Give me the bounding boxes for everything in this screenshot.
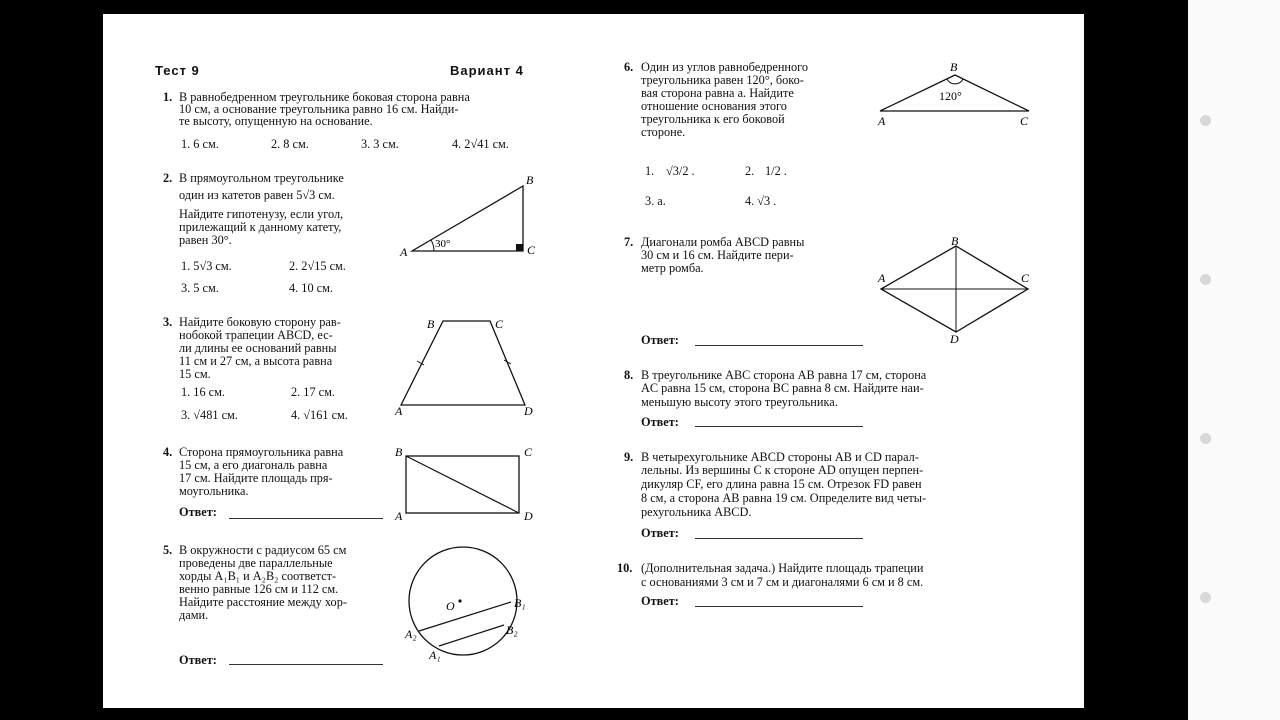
problem-text: 10 см, а основание треугольника равно 16 см. Найди- [179,102,459,116]
problem-text: стороне. [641,125,686,139]
page-dot[interactable] [1200,592,1211,603]
problem-text: равен 30°. [179,233,232,247]
answer-option: 1/2 . [765,164,787,178]
vertex-label: B [427,317,435,331]
problem-text: ли длины ее оснований равны [179,341,337,355]
vertex-label: D [524,404,533,418]
vertex-label: A [400,245,408,259]
vertex-label: C [495,317,504,331]
problem-text: Диагонали ромба ABCD равны [641,235,805,249]
problem-number: 3. [163,315,173,329]
problem-text: нобокой трапеции ABCD, ес- [179,328,333,342]
vertex-label: A₂ [405,627,417,641]
problem-text: 15 см. [179,367,211,381]
answer-option: 1. 5√3 см. [181,259,232,273]
page-dot[interactable] [1200,115,1211,126]
problem-text: AC равна 15 см, сторона BC равна 8 см. Найдите наи- [641,381,924,395]
answer-option: 4. 10 см. [289,281,333,295]
problem-text: проведены две параллельные [179,556,333,570]
problem-text: В равнобедренном треугольнике боковая сторона равна [179,90,470,104]
answer-field[interactable] [229,664,383,665]
answer-label: Ответ: [641,526,679,540]
variant-title: Вариант 4 [450,63,524,78]
circle-chords-figure [400,545,545,670]
problem-text: 11 см и 27 см, а высота равна [179,354,333,368]
problem-text: те высоту, опущенную на основание. [179,114,373,128]
vertex-label: D [950,332,959,346]
problem-text: Найдите гипотенузу, если угол, [179,207,344,221]
answer-option-number: 2. [745,164,755,178]
problem-text: Сторона прямоугольника равна [179,445,344,459]
vertex-label: C [524,445,533,459]
problem-text: моугольника. [179,484,249,498]
problem-text: В окружности с радиусом 65 см [179,543,347,557]
angle-label: 120° [939,89,962,103]
problem-text: 15 см, а его диагональ равна [179,458,328,472]
problem-text: дами. [179,608,209,622]
answer-option: 2. 8 см. [271,137,309,151]
problem-text: дикуляр CF, его длина равна 15 см. Отрезок FD равен [641,477,922,491]
answer-label: Ответ: [641,415,679,429]
problem-number: 4. [163,445,173,459]
problem-text: вая сторона равна a. Найдите [641,86,794,100]
problem-text: В треугольнике ABC сторона AB равна 17 см, сторона [641,368,927,382]
answer-option: 2. 2√15 см. [289,259,346,273]
problem-text: 8 см, а сторона AB равна 19 см. Определите вид четы- [641,491,927,505]
answer-field[interactable] [695,538,863,539]
answer-field[interactable] [229,518,383,519]
answer-option: 3. √481 см. [181,408,238,422]
problem-number: 9. [624,450,634,464]
page-indicator-bar [1188,0,1280,720]
vertex-label: A [395,404,403,418]
trapezoid-figure [393,315,543,420]
problem-number: 8. [624,368,634,382]
answer-option: 4. √3 . [745,194,777,208]
vertex-label: B [526,173,534,187]
vertex-label: B₂ [506,623,518,637]
problem-text: один из катетов равен 5√3 см. [179,188,335,202]
problem-text: треугольника к его боковой [641,112,785,126]
right-triangle-figure [398,172,543,262]
problem-text: (Дополнительная задача.) Найдите площадь трапеции [641,561,924,575]
problem-text: лельны. Из вершины C к стороне AD опущен перпен- [641,463,924,477]
answer-field[interactable] [695,345,863,346]
page-dot[interactable] [1200,433,1211,444]
answer-field[interactable] [695,606,863,607]
problem-text: В прямоугольном треугольнике [179,171,344,185]
problem-number: 1. [163,90,173,104]
vertex-label: A₁ [429,648,441,662]
vertex-label: A [878,114,886,128]
test-title: Тест 9 [155,63,200,78]
answer-option: 3. 5 см. [181,281,219,295]
vertex-label: B [395,445,403,459]
problem-text: Найдите боковую сторону рав- [179,315,341,329]
problem-text: метр ромба. [641,261,704,275]
problem-text: хорды A₁B₁ и A₂B₂ соответст- [179,569,337,583]
problem-text: с основаниями 3 см и 7 см и диагоналями 6 см и 8 см. [641,575,924,589]
problem-text: 30 см и 16 см. Найдите пери- [641,248,794,262]
answer-option: 3. a. [645,194,666,208]
vertex-label: B [950,60,958,74]
problem-number: 10. [617,561,633,575]
problem-number: 6. [624,60,634,74]
answer-option: 3. 3 см. [361,137,399,151]
vertex-label: B [951,234,959,248]
answer-option: 4. √161 см. [291,408,348,422]
problem-number: 7. [624,235,634,249]
angle-label: 30° [435,238,451,250]
answer-option: 1. 6 см. [181,137,219,151]
page-dot[interactable] [1200,274,1211,285]
rhombus-figure [873,232,1038,346]
answer-label: Ответ: [179,505,217,519]
problem-text: венно равные 126 см и 112 см. [179,582,339,596]
vertex-label: B₁ [514,596,526,610]
answer-option-number: 1. [645,164,655,178]
problem-text: отношение основания этого [641,99,787,113]
center-label: O [446,599,455,613]
vertex-label: C [1021,271,1030,285]
rectangle-figure [393,444,543,524]
problem-text: В четырехугольнике ABCD стороны AB и CD парал- [641,450,919,464]
vertex-label: C [527,243,536,257]
vertex-label: C [1020,114,1029,128]
answer-label: Ответ: [641,594,679,608]
answer-option: 1. 16 см. [181,385,225,399]
answer-label: Ответ: [179,653,217,667]
vertex-label: A [878,271,886,285]
vertex-label: A [395,509,403,523]
answer-option: 4. 2√41 см. [452,137,509,151]
answer-option: √3/2 . [666,164,695,178]
isosceles-triangle-figure [873,58,1038,130]
problem-number: 2. [163,171,173,185]
problem-number: 5. [163,543,173,557]
problem-text: 17 см. Найдите площадь пря- [179,471,333,485]
answer-field[interactable] [695,426,863,427]
problem-text: Один из углов равнобедренного [641,60,809,74]
problem-text: меньшую высоту этого треугольника. [641,395,838,409]
answer-label: Ответ: [641,333,679,347]
problem-text: треугольника равен 120°, боко- [641,73,804,87]
problem-text: рехугольника ABCD. [641,505,752,519]
vertex-label: D [524,509,533,523]
problem-text: Найдите расстояние между хор- [179,595,347,609]
answer-option: 2. 17 см. [291,385,335,399]
problem-text: прилежащий к данному катету, [179,220,342,234]
